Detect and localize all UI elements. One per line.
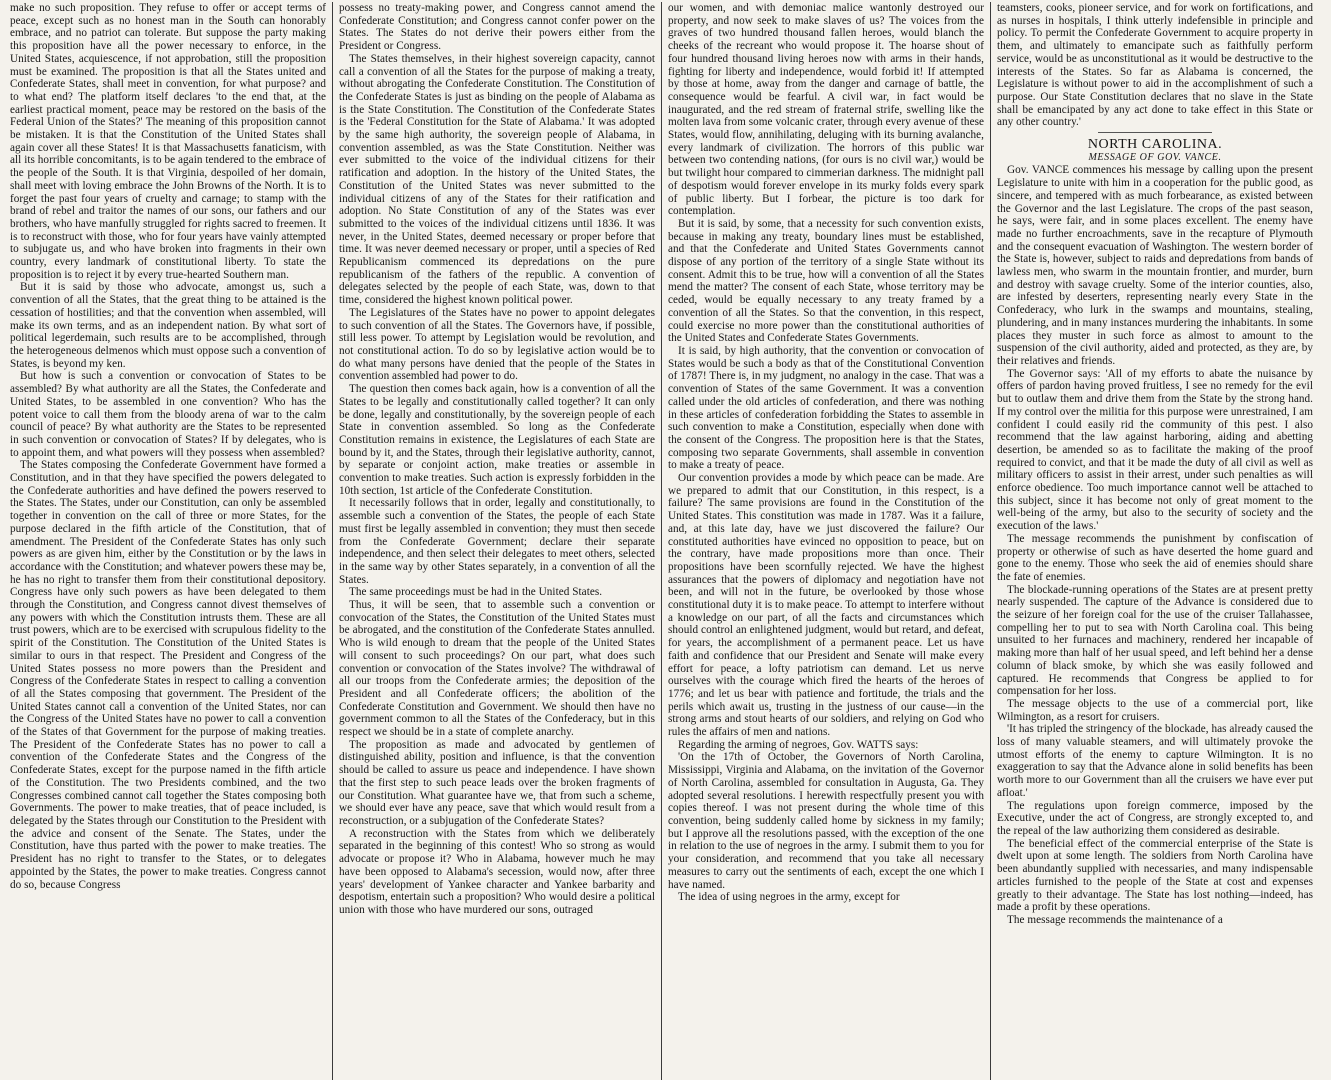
- paragraph: The proposition as made and advocated by gentlemen of distinguished ability, position and influence, is that the convention should be called to assure us peace and independence. I have shown that the first step to such peace leads over the broken fragments of our Constitution. What guarantee have we, that from such a scheme, we should ever have any peace, save that which would result from a reconstruction, or a subjugation of the Confederate States?: [339, 738, 655, 827]
- paragraph: 'It has tripled the stringency of the blockade, has already caused the loss of many valuable steamers, and will ultimately provoke the utmost efforts of the enemy to capture Wilmington. It is no exaggeration to say that the Advance alone in solid benefits has been worth more to our Government than all the cruisers we have ever put afloat.': [997, 723, 1313, 799]
- paragraph: Regarding the arming of negroes, Gov. WATTS says:: [678, 738, 919, 751]
- text-column-2: [333, 2, 661, 1080]
- paragraph: The message recommends the punishment by confiscation of property or otherwise of such as have deserted the home guard and gone to the enemy. Those who seek the aid of enemies should share the fate of enemies.: [997, 532, 1313, 583]
- section-subheading: MESSAGE OF GOV. VANCE.: [1088, 151, 1222, 163]
- paragraph: teamsters, cooks, pioneer service, and for work on fortifications, and as nurses in hospitals, I think utterly indefensible in principle and policy. To permit the Confederate Government to acquire property in them, and ultimately to emancipate such as faithfully perform service, would be as unconstitutional as it would be destructive to the interests of the States. So far as Alabama is concerned, the Legislature is without power to aid in the accomplishment of such a purpose. Our State Constitution declares that no slave in the State shall be emancipated by any act done to take effect in this State or any other country.': [997, 2, 1313, 129]
- paragraph: A reconstruction with the States from which we deliberately separated in the beginning of this contest! Who so strong as would advocate or propose it? Who in Alabama, however much he may have been opposed to Alabama's secession, would now, after three years' development of Yankee character and Yankee barbarity and despotism, entertain such a proposition? Who would desire a political union with those who have murdered our sons, outraged: [339, 827, 655, 916]
- paragraph: Gov. VANCE commences his message by calling upon the present Legislature to unite with him in a cooperation for the public good, as sincere, and tempered with as much forbearance, as existed between the Governor and the last Legislature. The crops of the past season, he says, were fair, and in some places excellent. The enemy have made no further encroachments, save in the recapture of Plymouth and the consequent evacuation of Washington. The western border of the State is, however, subject to raids and depredations from bands of lawless men, who swarm in the mountain frontier, and murder, burn and destroy with savage cruelty. Some of the interior counties, also, are infested by deserters, representing nearly every State in the Confederacy, who lurk in the swamps and mountains, stealing, plundering, and in many instances murdering the inhabitants. In some places they muster in such force as almost to amount to the suspension of the civil authority, aided and protected, as they are, by their relatives and friends.: [997, 164, 1313, 367]
- paragraph: make no such proposition. They refuse to offer or accept terms of peace, except such as no honest man in the South can honorably embrace, and no patriot can tolerate. But suppose the party making this proposition have all the power necessary to enforce, in the United States, acquiescence, if not approbation, still the proposition must be examined. The proposition is that all the States united and Confederate States, shall meet in convention, for what purpose? and to what end? The platform itself declares 'to the end that, at the earliest practical moment, peace may be restored on the basis of the Federal Union of the States?' The meaning of this proposition cannot be mistaken. It is that the Constitution of the United States shall again cover all these States! It is that Massachusetts fanaticism, with all its horrible concomitants, is to be again tendered to the embrace of the people of the South. It is that Virginia, despoiled of her domain, shall meet with loving embrace the John Browns of the North. It is to forget the past four years of cruelty and carnage; to stamp with the brand of rebel and traitor the names of our sons, our fathers and our brothers, who have manfully struggled for rights sacred to freemen. It is to reconstruct with those, who for four years have vainly attempted to subjugate us, and who have broken into fragments in their own country, every landmark of constitutional liberty. To state the proposition is to reject it by every true-hearted Southern man.: [10, 2, 326, 281]
- paragraph: 'On the 17th of October, the Governors of North Carolina, Mississippi, Virginia and Alabama, on the invitation of the Governor of North Carolina, assembled for consultation in Augusta, Ga. They adopted several resolutions. I herewith respectfully present you with copies thereof. I was not present during the whole time of this convention, being suddenly called home by sickness in my family; but I approve all the resolutions passed, with the exception of the one in relation to the use of negroes in the army. I submit them to you for your consideration, and recommend that you take all necessary measures to carry out the sentiments of each, except the one which I have named.: [668, 751, 984, 891]
- paragraph: It necessarily follows that in order, legally and constitutionally, to assemble such a convention of the States, the people of each State must first be legally assembled in convention; they must then secede from the Confederate Government; declare their separate independence, and then select their delegates to meet others, selected in the same way by other States separately, in a convention of all the States.: [339, 497, 655, 586]
- paragraph: possess no treaty-making power, and Congress cannot amend the Confederate Constitution; and Congress cannot confer power on the States. The States do not derive their powers either from the President or Congress.: [339, 2, 655, 53]
- paragraph: It is said, by high authority, that the convention or convocation of States would be such a body as that of the Constitutional Convention of 1787! There is, in my judgment, no analogy in the case. That was a convention of States of the same Government. It was a convention called under the old articles of confederation, and there was nothing in these articles of confederation forbidding the States to assemble in such convention to make a Constitution, especially when done with the consent of the Congress. The proposition here is that the States, composing two separate Governments, shall assemble in convention to make a treaty of peace.: [668, 344, 984, 472]
- paragraph: The States themselves, in their highest sovereign capacity, cannot call a convention of all the States for the purpose of making a treaty, without abrogating the Confederate Constitution. The Constitution of the Confederate States is just as binding on the people of Alabama as is the State Constitution. The Constitution of the Confederate States is the 'Federal Constitution for the State of Alabama.' It was adopted by the same high authority, the sovereign people of Alabama, in convention assembled, as was the State Constitution. Neither was ever submitted to the voice of the individual citizens for their ratification and adoption. In the history of the United States, the Constitution of the United States was never submitted to the individual citizens of any of the States for their ratification and adoption. No State Constitution of any of the States was ever submitted to the voices of the individual citizens until 1836. It was never, in the United States, deemed necessary or proper before that time. It was never deemed necessary or proper, until a species of Red Republicanism commenced its depredations on the pure republicanism of the fathers of the republic. A convention of delegates selected by the people of each State, was, down to that time, considered the highest known political power.: [339, 52, 655, 307]
- paragraph: The beneficial effect of the commercial enterprise of the State is dwelt upon at some length. The soldiers from North Carolina have been abundantly supplied with necessaries, and many indispensable articles furnished to the people of the State at cost and expenses greatly to their advantage. The State has lost nothing—indeed, has made a profit by these operations.: [997, 837, 1313, 914]
- paragraph: Thus, it will be seen, that to assemble such a convention or convocation of the States, the Constitution of the United States must be abrogated, and the constitution of the Confederate States annulled. Who is wild enough to dream that the people of the United States will consent to such proceedings? On our part, what does such convention or convocation of the States involve? The withdrawal of all our troops from the Confederate armies; the deposition of the President and all Confederate officers; the abolition of the Confederate Constitution and Government. We should then have no government common to all the States of the Confederacy, but in this respect we should be in a state of complete anarchy.: [339, 599, 655, 739]
- paragraph: The message objects to the use of a commercial port, like Wilmington, as a resort for cruisers.: [997, 697, 1313, 723]
- text-column-1: [4, 2, 332, 1080]
- section-heading: NORTH CAROLINA.: [1087, 137, 1223, 153]
- text-column-4: [991, 2, 1319, 1080]
- paragraph: The States composing the Confederate Government have formed a Constitution, and in that they have specified the powers delegated to the Confederate authorities and have defined the powers reserved to the States. The States, under our Constitution, can only be assembled together in convention on the call of three or more States, for the purpose declared in the fifth article of the Constitution, that of amendment. The President of the Confederate States has only such powers as are given him, either by the Constitution or by the laws in accordance with the Constitution; and whatever powers these may be, he has no right to transfer them from their constitutional depository. Congress have only such powers as have been delegated to them through the Constitution, and Congress cannot divest themselves of any powers with which the Constitution intrusts them. These are all trust powers, which are to be exercised with scrupulous fidelity to the spirit of the Constitution. The Constitution of the United States is similar to ours in that respect. The President and Congress of the United States possess no more powers than the President and Congress of the Confederate States in respect to calling a convention of all the States composing that government. The President of the United States cannot call a convention of the United States, nor can the Congress of the United States have no power to call a convention of the States of that Government for the purpose of making treaties. The President of the Confederate States has no power to call a convention of the Confederate States and the Congress of the Confederate States, except for the purpose named in the fifth article of the Constitution. The two Presidents combined, and the two Congresses combined cannot call together the States composing both Governments. The power to make treaties, that of peace included, is delegated by the States through our Constitution to the President with the advice and consent of the Senate. The States, under the Constitution, have thus parted with the power to make treaties. The President has no right to transfer to the States, or to delegates appointed by the States, the power to make treaties. Congress cannot do so, because Congress: [10, 459, 326, 891]
- paragraph: The blockade-running operations of the States are at present pretty nearly suspended. The capture of the Advance is considered due to the seizure of her foreign coal for the use of the cruiser Tallahassee, compelling her to put to sea with North Carolina coal. This being unsuited to her furnaces and machinery, rendered her incapable of making more than half of her usual speed, and left behind her a dense column of black smoke, by which she was easily followed and captured. He recommends that Congress be applied to for compensation for her loss.: [997, 583, 1313, 698]
- section-rule: [1098, 132, 1212, 133]
- paragraph: But how is such a convention or convocation of States to be assembled? By what authority are all the States, the Confederate and United States, to be assembled in one convention? Who has the potent voice to call them from the bloody arena of war to the calm council of peace? By what authority are the States to be represented in such convention or convocation of States? If by delegates, who is to appoint them, and what powers will they possess when assembled?: [10, 370, 326, 459]
- paragraph: But it is said by those who advocate, amongst us, such a convention of all the States, that the great thing to be attained is the cessation of hostilities; and that the convention when assembled, will make its own terms, and as an independent nation. By what sort of political legerdemain, such results are to be accomplished, through the heterogeneous delmenos which must oppose such a convention of States, is beyond my ken.: [10, 281, 326, 370]
- paragraph: The same proceedings must be had in the United States.: [349, 586, 603, 599]
- paragraph: our women, and with demoniac malice wantonly destroyed our property, and now seek to make slaves of us? The voices from the graves of two hundred thousand fallen heroes, would blanch the cheeks of the recreant who would propose it. The hoarse shout of four hundred thousand living heroes now with arms in their hands, fighting for liberty and independence, would forbid it! If attempted by those at home, away from the danger and carnage of battle, the consequence would be fearful. A civil war, in fact would be inaugurated, and the red stream of fraternal strife, swelling like the molten lava from some volcanic crater, through every avenue of these States, would flow, annihilating, deluging with its burning avalanche, every landmark of civilization. The horrors of this public war between two contending nations, (for ours is no civil war,) would be but twilight hour compared to cimmerian darkness. The midnight pall of despotism would forever envelope in its murky folds every spark of public liberty. But I forbear, the picture is too dark for contemplation.: [668, 2, 984, 218]
- paragraph: The Governor says: 'All of my efforts to abate the nuisance by offers of pardon having proved fruitless, I see no remedy for the evil but to outlaw them and drive them from the State by the strong hand. If my control over the militia for this purpose were unrestrained, I am confident I could easily rid the community of this pest. I also recommend that the law against harboring, aiding and abetting desertion, be amended so as to facilitate the making of the proof required to convict, and that it be made the duty of all civil as well as military officers to assist in their arrest, under such penalties as will enforce obedience. Too much importance cannot well be attached to this subject, since it has become not only of great moment to the well-being of the army, but also to the security of society and the execution of the laws.': [997, 367, 1313, 533]
- paragraph: The Legislatures of the States have no power to appoint delegates to such convention of all the States. The Governors have, if possible, still less power. To attempt by Legislation would be revolution, and not constitutional action. To do so by legislative action would be to do what many persons have denied that the people of the States in convention assembled had power to do.: [339, 306, 655, 383]
- paragraph: Our convention provides a mode by which peace can be made. Are we prepared to admit that our Constitution, in this respect, is a failure? The same provisions are found in the Constitution of the United States. This constitution was made in 1787. Was it a failure, and, at this late day, have we just discovered the failure? Our constituted authorities have evinced no opposition to peace, but on the contrary, have made propositions more than once. Their propositions have been scornfully rejected. We have the highest assurances that the powers of diplomacy and negotiation have not been, and will not in the future, be overlooked by those whose constitutional duty it is to make peace. To attempt to interfere without a knowledge on our part, of all the facts and circumstances which should control an enlightened judgment, would but retard, and defeat, for years, the accomplishment of a permanent peace. Let us have faith and confidence that our President and Senate will make every effort for peace, a lofty patriotism can demand. Let us nerve ourselves with the courage which fired the hearts of the heroes of 1776; and let us bear with patience and fortitude, the trials and the perils which await us, trusting in the justness of our cause—in the strong arms and stout hearts of our soldiers, and relying on God who rules the affairs of men and nations.: [668, 472, 984, 739]
- paragraph: The regulations upon foreign commerce, imposed by the Executive, under the act of Congress, are strongly excepted to, and the repeal of the law authorizing them considered as desirable.: [997, 799, 1313, 837]
- text-column-3: [662, 2, 990, 1080]
- paragraph: The question then comes back again, how is a convention of all the States to be legally and constitutionally called together? It can only be done, legally and constitutionally, by the sovereign people of each State in convention assembled. So long as the Confederate Constitution remains in existence, the Legislatures of each State are bound by it, and the States, through their legislative authority, cannot, by separate or conjoint action, make treaties or assemble in convention to make treaties. Such action is expressly forbidden in the 10th section, 1st article of the Confederate Constitution.: [339, 383, 655, 497]
- paragraph: The message recommends the maintenance of a: [1007, 913, 1223, 926]
- paragraph: But it is said, by some, that a necessity for such convention exists, because in making any treaty, boundary lines must be established, and that the Confederate and United States Governments cannot dispose of any portion of the territory of a single State without its consent. Admit this to be true, how will a convention of all the States mend the matter? The consent of each State, whose territory may be ceded, would be equally necessary to any treaty framed by a convention of all the States. So that the convention, in this respect, could exercise no more power than the constitutional authorities of the United States and Confederate States Governments.: [668, 217, 984, 345]
- paragraph: The idea of using negroes in the army, except for: [678, 891, 900, 904]
